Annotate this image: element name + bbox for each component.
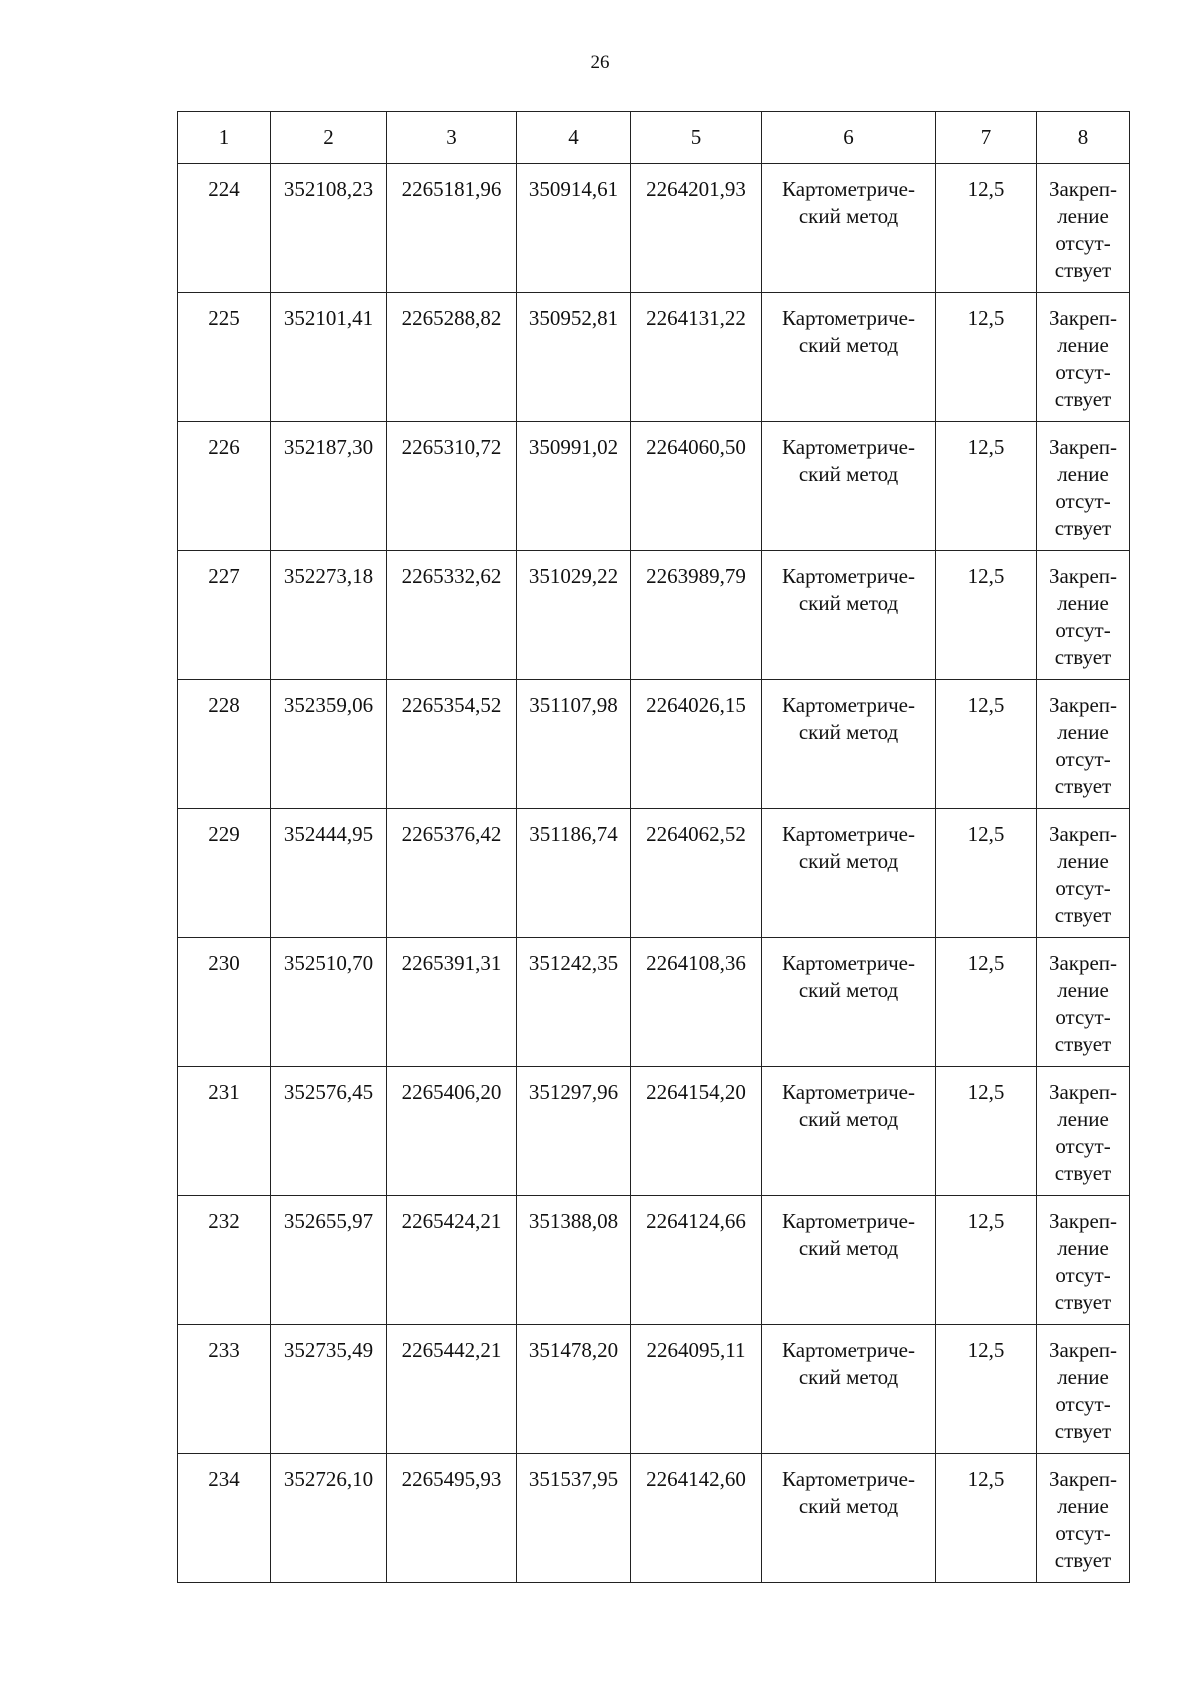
fixing-cell bbox=[1037, 1454, 1130, 1583]
fixing-cell bbox=[1037, 680, 1130, 809]
method-cell bbox=[762, 293, 936, 422]
point-number-cell: 229 bbox=[178, 809, 271, 938]
fixing-text: Закреп- bbox=[1048, 177, 1118, 201]
coordinate-cell: 351242,35 bbox=[517, 938, 631, 1067]
fixing-cell bbox=[1037, 293, 1130, 422]
fixing-text: отсут- bbox=[1055, 876, 1111, 900]
coordinate-cell: 2264124,66 bbox=[631, 1196, 762, 1325]
coordinate-cell: 352655,97 bbox=[271, 1196, 387, 1325]
fixing-cell bbox=[1037, 1067, 1130, 1196]
point-number-cell: 224 bbox=[178, 164, 271, 293]
fixing-text: ление bbox=[1057, 462, 1109, 486]
fixing-text: ствует bbox=[1054, 903, 1112, 927]
accuracy-cell: 12,5 bbox=[936, 422, 1037, 551]
fixing-text: ление bbox=[1057, 1236, 1109, 1260]
fixing-text: Закреп- bbox=[1048, 1080, 1118, 1104]
fixing-text: ление bbox=[1057, 1365, 1109, 1389]
coordinate-cell: 351537,95 bbox=[517, 1454, 631, 1583]
coordinate-cell: 2265406,20 bbox=[387, 1067, 517, 1196]
coordinate-cell: 351388,08 bbox=[517, 1196, 631, 1325]
coordinate-cell: 2265376,42 bbox=[387, 809, 517, 938]
coordinate-cell: 2265310,72 bbox=[387, 422, 517, 551]
fixing-text: Закреп- bbox=[1048, 1467, 1118, 1491]
column-header: 2 bbox=[271, 112, 387, 164]
fixing-text: отсут- bbox=[1055, 1134, 1111, 1158]
method-cell bbox=[762, 422, 936, 551]
accuracy-cell: 12,5 bbox=[936, 938, 1037, 1067]
table-row bbox=[178, 1067, 1130, 1196]
method-cell bbox=[762, 809, 936, 938]
method-text: Картометриче- bbox=[782, 822, 915, 846]
fixing-text: Закреп- bbox=[1048, 435, 1118, 459]
coordinate-cell: 2264131,22 bbox=[631, 293, 762, 422]
fixing-text: ствует bbox=[1054, 1032, 1112, 1056]
fixing-cell bbox=[1037, 1325, 1130, 1454]
point-number-cell: 231 bbox=[178, 1067, 271, 1196]
coordinate-cell: 352273,18 bbox=[271, 551, 387, 680]
coordinate-cell: 2264062,52 bbox=[631, 809, 762, 938]
method-cell bbox=[762, 938, 936, 1067]
fixing-text: Закреп- bbox=[1048, 1338, 1118, 1362]
fixing-text: ление bbox=[1057, 978, 1109, 1002]
method-text: ский метод bbox=[798, 462, 899, 486]
fixing-text: Закреп- bbox=[1048, 564, 1118, 588]
coordinate-cell: 2265424,21 bbox=[387, 1196, 517, 1325]
fixing-text: ствует bbox=[1054, 1290, 1112, 1314]
fixing-text: ление bbox=[1057, 333, 1109, 357]
point-number-cell: 230 bbox=[178, 938, 271, 1067]
coordinate-cell: 2265391,31 bbox=[387, 938, 517, 1067]
coordinate-cell: 351478,20 bbox=[517, 1325, 631, 1454]
coordinate-cell: 2264201,93 bbox=[631, 164, 762, 293]
accuracy-cell: 12,5 bbox=[936, 164, 1037, 293]
coordinate-cell: 352359,06 bbox=[271, 680, 387, 809]
accuracy-cell: 12,5 bbox=[936, 1196, 1037, 1325]
table-row bbox=[178, 680, 1130, 809]
column-header: 7 bbox=[936, 112, 1037, 164]
method-text: ский метод bbox=[798, 1365, 899, 1389]
fixing-text: ствует bbox=[1054, 1419, 1112, 1443]
coordinate-cell: 2265354,52 bbox=[387, 680, 517, 809]
accuracy-cell: 12,5 bbox=[936, 809, 1037, 938]
fixing-text: ствует bbox=[1054, 774, 1112, 798]
coordinate-cell: 352187,30 bbox=[271, 422, 387, 551]
coordinate-cell: 2265332,62 bbox=[387, 551, 517, 680]
fixing-cell bbox=[1037, 1196, 1130, 1325]
coordinate-cell: 352510,70 bbox=[271, 938, 387, 1067]
point-number-cell: 228 bbox=[178, 680, 271, 809]
method-cell bbox=[762, 1067, 936, 1196]
coordinate-cell: 351186,74 bbox=[517, 809, 631, 938]
fixing-cell bbox=[1037, 809, 1130, 938]
method-text: ский метод bbox=[798, 1107, 899, 1131]
method-text: ский метод bbox=[798, 1236, 899, 1260]
column-header: 3 bbox=[387, 112, 517, 164]
coordinate-cell: 352576,45 bbox=[271, 1067, 387, 1196]
accuracy-cell: 12,5 bbox=[936, 1454, 1037, 1583]
fixing-cell bbox=[1037, 938, 1130, 1067]
fixing-text: отсут- bbox=[1055, 360, 1111, 384]
fixing-text: отсут- bbox=[1055, 618, 1111, 642]
coordinate-cell: 351029,22 bbox=[517, 551, 631, 680]
table-row bbox=[178, 164, 1130, 293]
fixing-text: ление bbox=[1057, 1494, 1109, 1518]
method-text: Картометриче- bbox=[782, 951, 915, 975]
fixing-text: ление bbox=[1057, 591, 1109, 615]
table-row bbox=[178, 551, 1130, 680]
fixing-text: ление bbox=[1057, 1107, 1109, 1131]
fixing-text: Закреп- bbox=[1048, 951, 1118, 975]
table-row bbox=[178, 1196, 1130, 1325]
fixing-text: отсут- bbox=[1055, 1005, 1111, 1029]
method-cell bbox=[762, 1196, 936, 1325]
column-header: 4 bbox=[517, 112, 631, 164]
fixing-text: отсут- bbox=[1055, 747, 1111, 771]
coordinate-cell: 2263989,79 bbox=[631, 551, 762, 680]
fixing-cell bbox=[1037, 164, 1130, 293]
coordinate-cell: 350991,02 bbox=[517, 422, 631, 551]
fixing-text: Закреп- bbox=[1048, 822, 1118, 846]
coordinate-cell: 352726,10 bbox=[271, 1454, 387, 1583]
fixing-cell bbox=[1037, 551, 1130, 680]
coordinate-cell: 352108,23 bbox=[271, 164, 387, 293]
table-row bbox=[178, 293, 1130, 422]
accuracy-cell: 12,5 bbox=[936, 293, 1037, 422]
fixing-text: ление bbox=[1057, 204, 1109, 228]
fixing-text: Закреп- bbox=[1048, 306, 1118, 330]
fixing-text: ление bbox=[1057, 849, 1109, 873]
point-number-cell: 233 bbox=[178, 1325, 271, 1454]
method-text: Картометриче- bbox=[782, 1080, 915, 1104]
table-row bbox=[178, 1454, 1130, 1583]
fixing-text: Закреп- bbox=[1048, 1209, 1118, 1233]
table-row bbox=[178, 422, 1130, 551]
fixing-text: отсут- bbox=[1055, 489, 1111, 513]
method-text: Картометриче- bbox=[782, 177, 915, 201]
fixing-text: отсут- bbox=[1055, 1263, 1111, 1287]
fixing-text: отсут- bbox=[1055, 231, 1111, 255]
fixing-text: Закреп- bbox=[1048, 693, 1118, 717]
fixing-text: ление bbox=[1057, 720, 1109, 744]
header-row bbox=[178, 112, 1130, 164]
column-header: 6 bbox=[762, 112, 936, 164]
fixing-text: отсут- bbox=[1055, 1521, 1111, 1545]
method-text: Картометриче- bbox=[782, 435, 915, 459]
coordinate-cell: 2265495,93 bbox=[387, 1454, 517, 1583]
method-cell bbox=[762, 164, 936, 293]
accuracy-cell: 12,5 bbox=[936, 1325, 1037, 1454]
accuracy-cell: 12,5 bbox=[936, 551, 1037, 680]
method-text: Картометриче- bbox=[782, 306, 915, 330]
fixing-text: ствует bbox=[1054, 645, 1112, 669]
method-text: Картометриче- bbox=[782, 693, 915, 717]
fixing-text: ствует bbox=[1054, 1548, 1112, 1572]
coordinate-cell: 2265442,21 bbox=[387, 1325, 517, 1454]
fixing-cell bbox=[1037, 422, 1130, 551]
method-cell bbox=[762, 680, 936, 809]
method-text: Картометриче- bbox=[782, 1209, 915, 1233]
accuracy-cell: 12,5 bbox=[936, 680, 1037, 809]
fixing-text: ствует bbox=[1054, 258, 1112, 282]
method-text: ский метод bbox=[798, 204, 899, 228]
accuracy-cell: 12,5 bbox=[936, 1067, 1037, 1196]
method-text: ский метод bbox=[798, 849, 899, 873]
table-row bbox=[178, 938, 1130, 1067]
method-text: ский метод bbox=[798, 720, 899, 744]
method-text: ский метод bbox=[798, 978, 899, 1002]
coordinate-cell: 2264154,20 bbox=[631, 1067, 762, 1196]
fixing-text: ствует bbox=[1054, 1161, 1112, 1185]
coordinate-cell: 351297,96 bbox=[517, 1067, 631, 1196]
method-text: ский метод bbox=[798, 1494, 899, 1518]
coordinate-cell: 2264060,50 bbox=[631, 422, 762, 551]
coordinate-cell: 2264142,60 bbox=[631, 1454, 762, 1583]
method-cell bbox=[762, 1325, 936, 1454]
coordinate-cell: 2264026,15 bbox=[631, 680, 762, 809]
point-number-cell: 232 bbox=[178, 1196, 271, 1325]
page-number: 26 bbox=[590, 52, 610, 73]
point-number-cell: 225 bbox=[178, 293, 271, 422]
column-header: 1 bbox=[178, 112, 271, 164]
fixing-text: ствует bbox=[1054, 516, 1112, 540]
point-number-cell: 234 bbox=[178, 1454, 271, 1583]
coordinate-cell: 2265288,82 bbox=[387, 293, 517, 422]
coordinate-cell: 2265181,96 bbox=[387, 164, 517, 293]
method-text: Картометриче- bbox=[782, 1338, 915, 1362]
column-header: 8 bbox=[1037, 112, 1130, 164]
coordinate-cell: 2264108,36 bbox=[631, 938, 762, 1067]
coordinate-cell: 350914,61 bbox=[517, 164, 631, 293]
point-number-cell: 226 bbox=[178, 422, 271, 551]
method-text: ский метод bbox=[798, 333, 899, 357]
coordinates-table bbox=[177, 111, 1130, 1583]
method-text: Картометриче- bbox=[782, 1467, 915, 1491]
column-header: 5 bbox=[631, 112, 762, 164]
coordinate-cell: 352101,41 bbox=[271, 293, 387, 422]
coordinate-cell: 352444,95 bbox=[271, 809, 387, 938]
coordinate-cell: 352735,49 bbox=[271, 1325, 387, 1454]
coordinate-cell: 351107,98 bbox=[517, 680, 631, 809]
coordinate-cell: 2264095,11 bbox=[631, 1325, 762, 1454]
fixing-text: ствует bbox=[1054, 387, 1112, 411]
method-text: ский метод bbox=[798, 591, 899, 615]
coordinate-cell: 350952,81 bbox=[517, 293, 631, 422]
table-row bbox=[178, 809, 1130, 938]
table-row bbox=[178, 1325, 1130, 1454]
method-text: Картометриче- bbox=[782, 564, 915, 588]
method-cell bbox=[762, 1454, 936, 1583]
method-cell bbox=[762, 551, 936, 680]
fixing-text: отсут- bbox=[1055, 1392, 1111, 1416]
point-number-cell: 227 bbox=[178, 551, 271, 680]
